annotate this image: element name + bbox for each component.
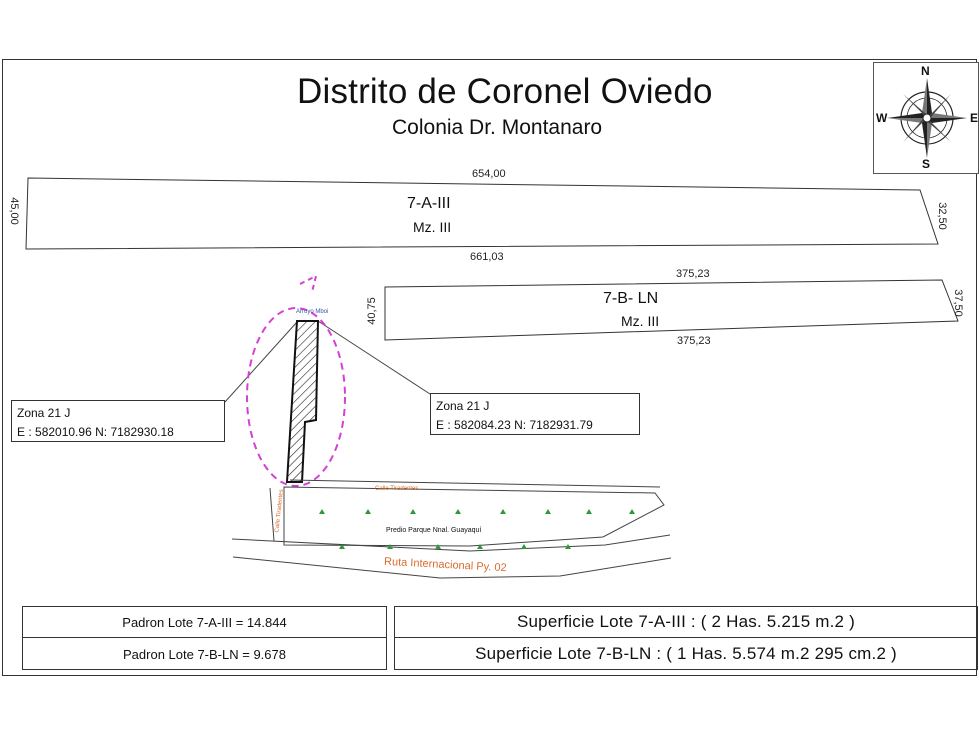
superficie-row-a (395, 607, 977, 638)
padron-row-b (23, 638, 386, 670)
park-label: Predio Parque Nnal. Guayaquí (386, 527, 482, 534)
tree-icon (521, 544, 527, 549)
lot-a-right-dim: 32,50 (935, 202, 948, 230)
leader-left (225, 322, 297, 402)
leader-right (318, 321, 430, 394)
padron-row-a (23, 607, 386, 638)
tree-icon (586, 509, 592, 514)
coord-right-zone: Zona 21 J (436, 399, 490, 413)
coord-left-e: 582010.96 (35, 425, 92, 439)
superficie-a: Superficie Lote 7-A-III : ( 2 Has. 5.215 m.2 ) (516, 612, 855, 631)
lot-b-outline (385, 280, 958, 340)
lot-b-left-dim: 40,75 (365, 297, 378, 325)
tree-icon (410, 509, 416, 514)
street-top-line (290, 480, 660, 487)
coord-left-n: 7182930.18 (110, 425, 174, 439)
superficie-table (394, 606, 978, 670)
coord-box-left (11, 400, 225, 442)
stream-dash (300, 276, 316, 292)
coord-left-n-label: N: (95, 425, 108, 439)
map-subtitle: Colonia Dr. Montanaro (392, 116, 603, 139)
tree-icon (319, 509, 325, 514)
tree-icon (365, 509, 371, 514)
coord-left-values (17, 423, 219, 442)
padron-b: Padron Lote 7-B-LN = 9.678 (123, 646, 286, 662)
lot-b-mz: Mz. III (621, 313, 660, 329)
street-side-label: Calle Tiradentes (274, 489, 285, 533)
lot-b-right-dim: 37,50 (951, 289, 964, 317)
street-side-line (270, 488, 274, 541)
compass-south: S (922, 157, 931, 171)
tree-icon (500, 509, 506, 514)
compass-north: N (921, 64, 930, 78)
coord-box-right (430, 393, 640, 435)
coord-right-n: 7182931.79 (529, 418, 593, 432)
tree-icon (629, 509, 635, 514)
lot-a-mz: Mz. III (413, 219, 452, 235)
lot-b-bottom-dim: 375,23 (677, 335, 711, 347)
tree-icon (435, 544, 441, 549)
coord-left-zone: Zona 21 J (17, 406, 71, 420)
lot-a-bottom-dim: 661,03 (470, 251, 504, 263)
route-line-top (232, 535, 670, 551)
lot-b-name: 7-B- LN (603, 290, 659, 307)
coord-right-e-label: E : (436, 418, 451, 432)
stream-label: Arroyo Mboi (296, 309, 329, 315)
lot-a-outline (26, 178, 938, 249)
lot-a-left-dim: 45,00 (7, 197, 20, 225)
superficie-row-b (395, 638, 977, 670)
coord-right-n-label: N: (514, 418, 527, 432)
route-label: Ruta Internacional Py. 02 (383, 555, 507, 575)
tree-icon (545, 509, 551, 514)
lot-a-name: 7-A-III (407, 195, 451, 212)
padron-table (22, 606, 387, 670)
padron-a: Padron Lote 7-A-III = 14.844 (122, 614, 287, 630)
lot-a-top-dim: 654,00 (472, 168, 506, 180)
hatched-strip (287, 321, 318, 482)
coord-right-e: 582084.23 (454, 418, 511, 432)
park-parcel (284, 487, 664, 546)
compass-east: E (970, 111, 979, 125)
coord-right-values (436, 416, 634, 435)
map-title: Distrito de Coronel Oviedo (297, 72, 713, 111)
compass-west: W (876, 111, 888, 125)
tree-icon (455, 509, 461, 514)
coord-left-e-label: E : (17, 425, 32, 439)
street-top-label: Calle Tiradentes (375, 486, 419, 492)
superficie-b: Superficie Lote 7-B-LN : ( 1 Has. 5.574 m.2 295 cm.2 ) (475, 644, 897, 663)
lot-b-top-dim: 375,23 (676, 268, 710, 280)
